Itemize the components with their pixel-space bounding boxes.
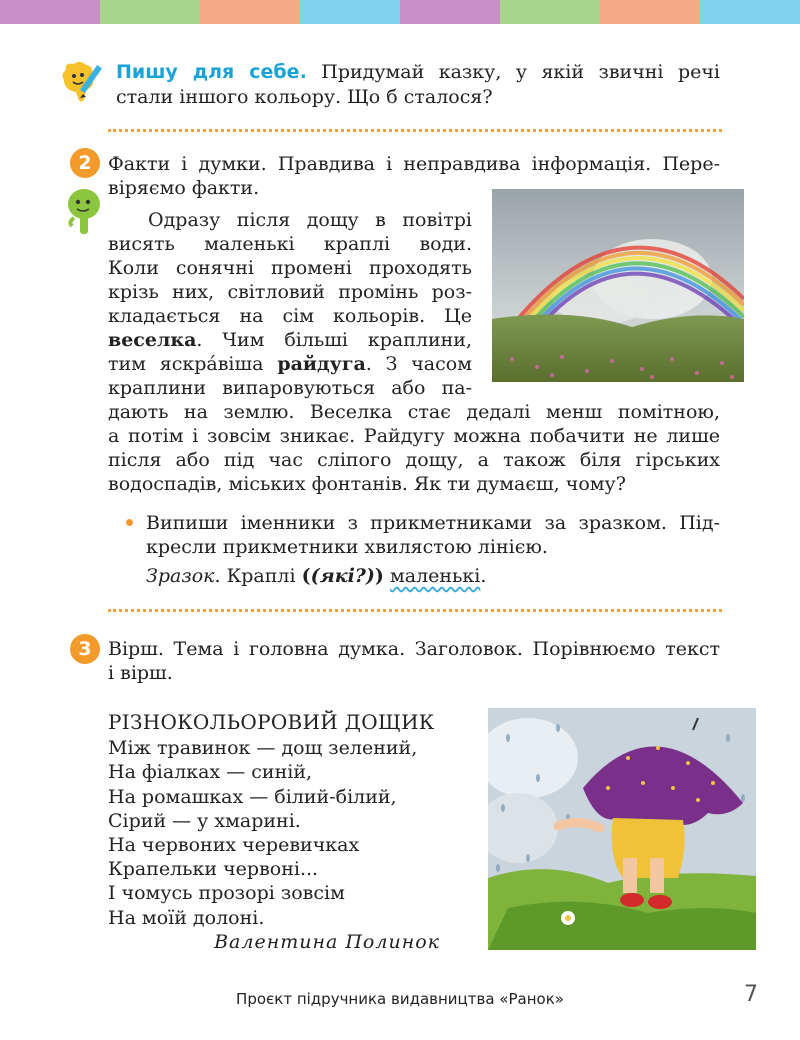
stripe-segment — [600, 0, 700, 24]
stripe-segment — [0, 0, 100, 24]
task2-intro-line1: Факти і думки. Правдива і неправдива інформація. Пере- — [108, 153, 720, 175]
poem-title: РІЗНОКОЛЬОРОВИЙ ДОЩИК — [108, 710, 435, 734]
poem-line: На червоних черевичках — [108, 834, 360, 857]
sample-question: ((які?)) — [301, 565, 384, 587]
poem-author: Валентина Полинок — [214, 930, 440, 953]
task3-intro-line2: і вірш. — [108, 662, 173, 684]
poem-line: Між травинок — дощ зелений, — [108, 737, 418, 760]
write-task-line1 — [116, 60, 720, 84]
page-number: 7 — [744, 982, 758, 1007]
paragraph-line — [108, 352, 472, 376]
paragraph-line: крізь них, світловий промінь роз- — [108, 281, 472, 303]
dotted-divider — [108, 129, 722, 132]
task3-intro-line1: Вірш. Тема і головна думка. Заголовок. Порівнюємо текст — [108, 638, 720, 660]
task2-intro-line2: віряємо факти. — [108, 177, 260, 199]
stripe-segment — [500, 0, 600, 24]
paragraph-fragment: . З часом — [365, 353, 472, 375]
sample-question-text: (які?) — [310, 565, 375, 587]
paragraph-line: Коли сонячні промені проходять — [108, 257, 472, 279]
write-task-text: Придумай казку, у якій звичні речі — [321, 61, 720, 83]
bullet-line2: кресли прикметники хвилястою лінією. — [146, 536, 548, 558]
umbrella-girl-illustration — [488, 708, 756, 950]
poem-line: І чомусь прозорі зовсім — [108, 882, 345, 905]
stripe-segment — [400, 0, 500, 24]
task-number-badge: 3 — [70, 634, 100, 664]
poem-line: На моїй долоні. — [108, 906, 265, 929]
paragraph-line: водоспадів, міських фонтанів. Як ти думаєш, чому? — [108, 473, 626, 495]
stripe-segment — [300, 0, 400, 24]
bold-term-veselka: веселка — [108, 329, 197, 351]
paragraph-line: кладається на сім кольорів. Це — [108, 305, 472, 327]
stripe-segment — [100, 0, 200, 24]
pencil-mascot-icon — [58, 60, 106, 106]
poem-line: На фіалках — синій, — [108, 761, 313, 784]
sample-fragment: . Краплі — [214, 565, 302, 587]
paragraph-line: дають на землю. Веселка стає дедалі менш помітною, — [108, 401, 720, 423]
paragraph-line: Одразу після дощу в повітрі — [148, 209, 472, 231]
sample-adjective: маленькі — [389, 565, 481, 587]
paragraph-fragment: . Чим більші краплини, — [196, 329, 472, 351]
stripe-segment — [200, 0, 300, 24]
bullet-dot — [126, 519, 133, 526]
poem — [108, 710, 448, 954]
paragraph-line: після або під час сліпого дощу, а також біля гірських — [108, 449, 720, 471]
task-number-badge: 2 — [70, 148, 100, 178]
green-mascot-icon — [64, 186, 104, 238]
paragraph-line: висять маленькі краплі води. — [108, 233, 472, 255]
paragraph-line: краплини випаровуються або па- — [108, 377, 472, 399]
write-task-line2: стали іншого кольору. Що б сталося? — [116, 86, 493, 108]
footer-text: Проєкт підручника видавництва «Ранок» — [236, 990, 564, 1008]
bold-term-raiduha: райдуга — [277, 353, 366, 375]
stripe-segment — [700, 0, 800, 24]
poem-line: Сірий — у хмарині. — [108, 809, 301, 832]
sample-line — [146, 564, 486, 588]
sample-fragment: . — [480, 565, 487, 587]
paragraph-fragment: тим яскра́віша — [108, 353, 278, 375]
sample-label: Зразок — [146, 565, 215, 587]
paragraph-line: а потім і зовсім зникає. Райдугу можна побачити не лише — [108, 425, 720, 447]
poem-line: На ромашках — білий-білий, — [108, 785, 397, 808]
rainbow-photo — [492, 189, 744, 382]
dotted-divider — [108, 609, 722, 612]
paragraph-line — [108, 328, 472, 352]
write-task-heading: Пишу для себе. — [116, 61, 307, 83]
bullet-line1: Випиши іменники з прикметниками за зразком. Під- — [146, 512, 720, 534]
top-color-stripe — [0, 0, 800, 24]
poem-line: Крапельки червоні... — [108, 858, 319, 881]
